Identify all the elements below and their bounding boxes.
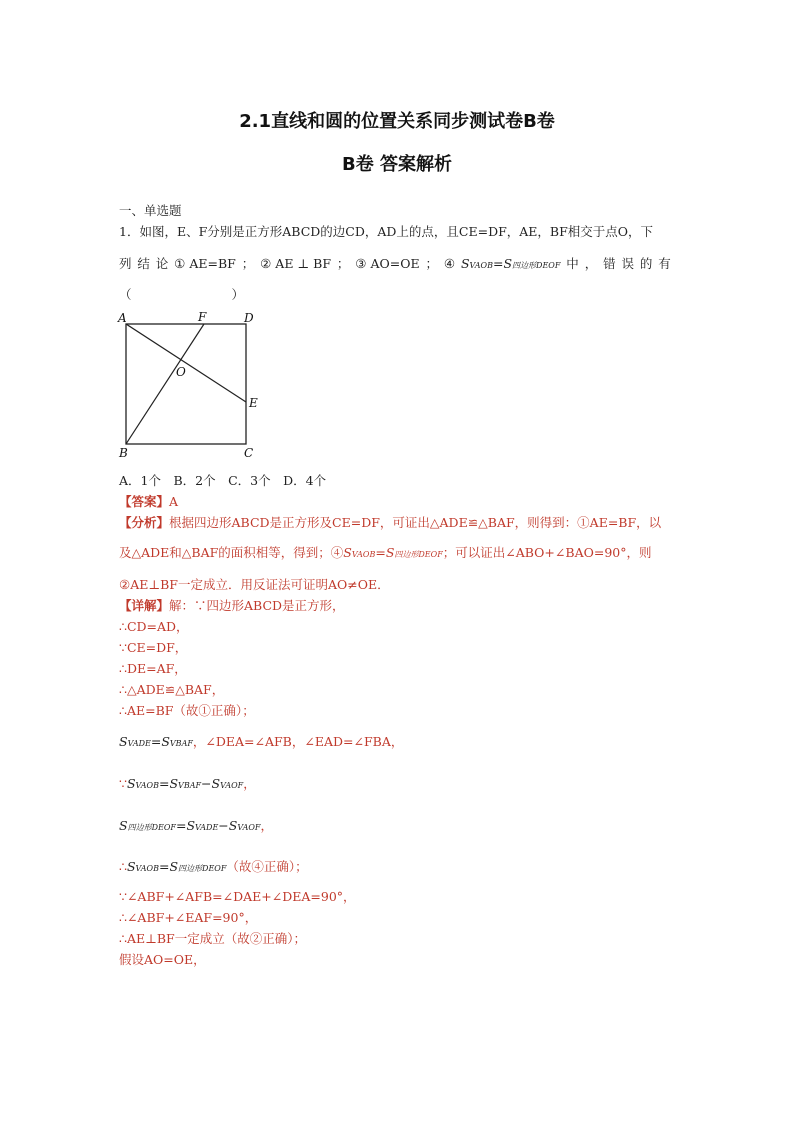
question-answer-blank: （ ） [119, 287, 245, 302]
q2-conclusion-2: ② AE ⊥ BF [260, 256, 332, 271]
q2-word: 的 [639, 256, 653, 271]
q2-word: ， [584, 256, 598, 271]
analysis-line-2: 及△ADE和△BAF的面积相等，得到；④SVAOB=S四边形DEOF；可以证出∠ABO+∠BAO=90°，则 [119, 545, 652, 560]
analysis-tag: 【分析】 [119, 515, 170, 530]
detail-line-4: ∴DE=AF， [119, 661, 187, 676]
q2-word: 错 [603, 256, 616, 271]
q2-word: 结 [137, 256, 150, 271]
answer-tag: 【答案】 [119, 494, 170, 509]
q2-sep: ； [241, 256, 255, 271]
label-d: D [244, 311, 254, 325]
analysis-formula: SVAOB=S四边形DEOF [343, 545, 443, 560]
segment-bf [126, 324, 204, 444]
detail-line-5: ∴△ADE≌△BAF， [119, 682, 225, 697]
analysis-line-1: 【分析】根据四边形ABCD是正方形及CE=DF，可证出△ADE≌△BAF，则得到：①AE=BF，以 [119, 515, 662, 530]
question-line-1: 1．如图，E、F分别是正方形ABCD的边CD，AD上的点，且CE=DF，AE，BF相交于点O，下 [119, 224, 654, 239]
answer-value: A [169, 494, 179, 509]
label-e: E [249, 396, 258, 410]
q2-sep: ； [425, 256, 438, 271]
segment-ae [126, 324, 246, 402]
label-c: C [244, 446, 254, 460]
q2-word: 误 [621, 256, 634, 271]
label-b: B [119, 446, 128, 460]
document-title: 2.1直线和圆的位置关系同步测试卷B卷 [239, 111, 555, 132]
q2-word: 有 [658, 256, 671, 271]
detail-line-1: 【详解】解：∵四边形ABCD是正方形， [119, 598, 345, 613]
detail-line-12: ∴∠ABF+∠EAF=90°， [119, 910, 258, 925]
detail-tag: 【详解】 [119, 598, 170, 613]
detail-line-10: ∴SVAOB=S四边形DEOF（故④正确）； [119, 859, 308, 874]
q2-conclusion-3: ③ AO=OE [355, 256, 420, 271]
label-o: O [176, 365, 186, 379]
detail-line-14: 假设AO=OE， [119, 952, 206, 967]
detail-line-11: ∵∠ABF+∠AFB=∠DAE+∠DEA=90°， [119, 889, 356, 904]
analysis-line-3: ②AE⊥BF一定成立．用反证法可证明AO≠OE． [119, 577, 390, 592]
q2-word: 论 [155, 256, 169, 271]
q2-conclusion-4-formula: SVAOB=S四边形DEOF [460, 256, 561, 271]
q2-conclusion-1: ① AE=BF [174, 256, 236, 271]
detail-line-2: ∴CD=AD， [119, 619, 189, 634]
detail-line-13: ∴AE⊥BF一定成立（故②正确）； [119, 931, 306, 946]
section-heading: 一、单选题 [119, 203, 182, 218]
detail-line-8: ∵SVAOB=SVBAF−SVAOF， [119, 776, 256, 791]
q2-sep: ； [336, 256, 350, 271]
document-subtitle: B卷 答案解析 [342, 154, 452, 175]
question-options: A．1个 B．2个 C．3个 D．4个 [119, 473, 327, 488]
square-figure [112, 308, 272, 460]
detail-line-7: SVADE=SVBAF，∠DEA=∠AFB，∠EAD=∠FBA， [119, 734, 404, 749]
question-line-2 [119, 256, 671, 274]
detail-line-6: ∴AE=BF（故①正确）； [119, 703, 255, 718]
answer-line [119, 494, 178, 510]
detail-line-3: ∵CE=DF， [119, 640, 188, 655]
q2-marker-4: ④ [443, 256, 456, 271]
label-a: A [118, 311, 127, 325]
detail-line-9: S四边形DEOF=SVADE−SVAOF， [119, 818, 273, 833]
label-f: F [198, 310, 207, 324]
square-abcd [126, 324, 246, 444]
q2-word: 列 [119, 256, 132, 271]
q2-word: 中 [566, 256, 579, 271]
